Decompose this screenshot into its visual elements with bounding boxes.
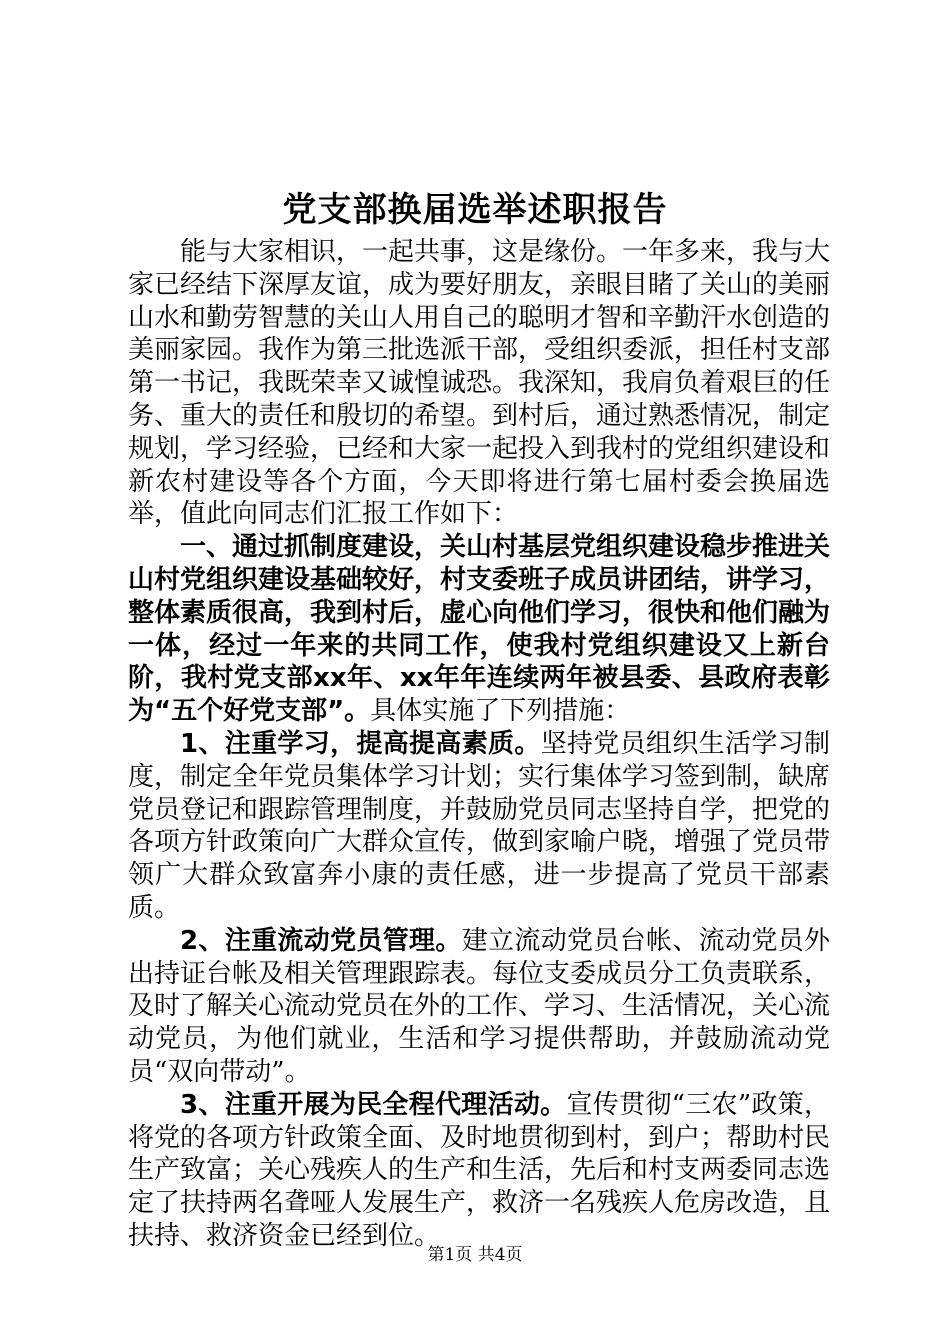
item-three-paragraph xyxy=(128,1089,830,1253)
paragraph-text: 宣传贯彻“三农”政策，将党的各项方针政策全面、及时地贯彻到村，到户；帮助村民生产致富；关心残疾人的生产和生活，先后和村支两委同志选定了扶持两名聋哑人发展生产，救济一名残疾人危房改造，且扶持、救济资金已经到位。 xyxy=(128,1089,831,1251)
page-footer: 第1页 共4页 xyxy=(427,1245,523,1265)
section-one-paragraph xyxy=(128,531,830,728)
document-title: 党支部换届选举述职报告 xyxy=(282,190,668,230)
item-two-heading: 2、注重流动党员管理。 xyxy=(180,925,462,956)
item-one-heading: 1、注重学习，提高提高素质。 xyxy=(180,728,541,759)
paragraph-text: 建立流动党员台帐、流动党员外出持证台帐及相关管理跟踪表。每位支委成员分工负责联系，及时了解关心流动党员在外的工作、学习、生活情况，关心流动党员，为他们就业，生活和学习提供帮助，并鼓励流动党员“双向带动”。 xyxy=(128,925,831,1087)
item-three-heading: 3、注重开展为民全程代理活动。 xyxy=(180,1089,567,1120)
intro-paragraph xyxy=(128,236,830,531)
paragraph-text: 坚持党员组织生活学习制度，制定全年党员集体学习计划；实行集体学习签到制，缺席党员登记和跟踪管理制度，并鼓励党员同志坚持自学，把党的各项方针政策向广大群众宣传，做到家喻户晓，增强了党员带领广大群众致富奔小康的责任感，进一步提高了党员干部素质。 xyxy=(128,728,831,923)
paragraph-text: 能与大家相识，一起共事，这是缘份。一年多来，我与大家已经结下深厚友谊，成为要好朋友，亲眼目睹了关山的美丽山水和勤劳智慧的关山人用自己的聪明才智和辛勤汗水创造的美丽家园。我作为第三批选派干部，受组织委派，担任村支部第一书记，我既荣幸又诚惶诚恐。我深知，我肩负着艰巨的任务、重大的责任和殷切的希望。到村后，通过熟悉情况，制定规划，学习经验，已经和大家一起投入到我村的党组织建设和新农村建设等各个方面，今天即将进行第七届村委会换届选举，值此向同志们汇报工作如下： xyxy=(128,237,831,530)
item-one-paragraph xyxy=(128,728,830,925)
section-one-heading: 一、通过抓制度建设，关山村基层党组织建设稳步推进关山村党组织建设基础较好，村支委班子成员讲团结，讲学习，整体素质很高，我到村后，虚心向他们学习，很快和他们融为一体，经过一年来的共同工作，使我村党组织建设又上新台阶，我村党支部xx年、xx年年连续两年被县委、县政府表彰为“五个好党支部”。 xyxy=(128,532,831,727)
item-two-paragraph xyxy=(128,925,830,1089)
document-body xyxy=(128,236,830,1253)
paragraph-text: 具体实施了下列措施： xyxy=(370,696,631,727)
